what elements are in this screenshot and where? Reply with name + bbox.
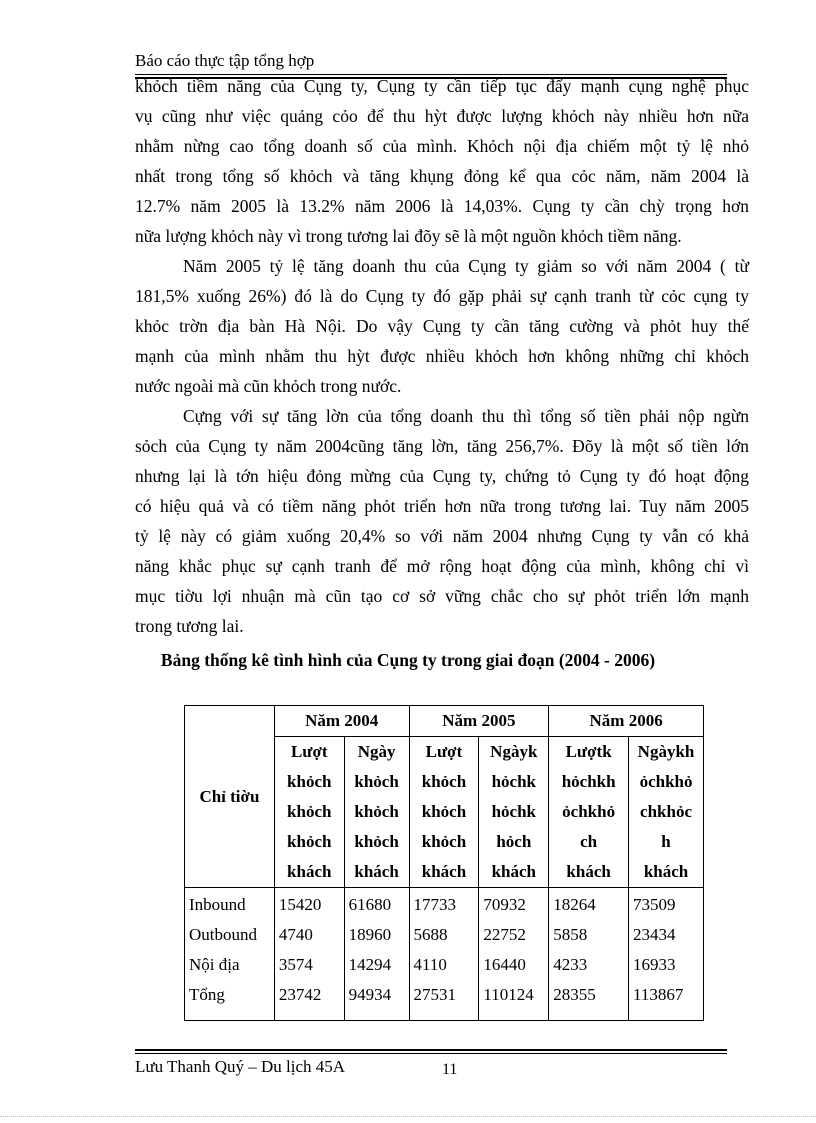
- sub-header-line: khách: [421, 862, 467, 881]
- sub-header-line: khỏch: [354, 772, 399, 791]
- sub-header: [344, 737, 409, 888]
- table-cell: 18264: [549, 888, 629, 921]
- body-line: tỷ lệ này có giảm xuống 20,4% so với năm 2004 nhưng Cụng ty vẫn có khả: [135, 526, 749, 546]
- sub-header-line: khỏch: [421, 802, 467, 821]
- sub-header-line: ch: [580, 832, 598, 851]
- sub-header-line: Ngàykh: [637, 742, 695, 761]
- sub-header-line: khỏch: [421, 772, 467, 791]
- table-cell: 61680: [344, 888, 409, 921]
- table-cell: 17733: [409, 888, 479, 921]
- sub-header: [409, 737, 479, 888]
- body-line: nước ngoài mà cũn khỏch trong nước.: [135, 376, 402, 396]
- body-line: Năm 2005 tỷ lệ tăng doanh thu của Cụng ty giảm so với năm 2004 ( từ: [183, 256, 749, 276]
- table-row: [185, 888, 704, 921]
- table-cell: 4233: [549, 950, 629, 980]
- table-cell: 23434: [629, 920, 704, 950]
- page-boundary: [0, 1116, 816, 1117]
- table-cell: 14294: [344, 950, 409, 980]
- statistics-table: [184, 705, 704, 1021]
- body-line: mạnh của mình nhằm thu hỳt được nhiều khỏch hơn không những chỉ khỏch: [135, 346, 749, 366]
- body-line: nữa lượng khỏch này vì trong tương lai đõy sẽ là một nguồn khỏch tiềm năng.: [135, 226, 682, 246]
- sub-header: [479, 737, 549, 888]
- row-label: Nội địa: [185, 950, 275, 980]
- body-line: khỏc trờn địa bàn Hà Nội. Do vậy Cụng ty cần tăng cường và phỏt huy thế: [135, 316, 749, 336]
- body-line: 181,5% xuống 26%) đó là do Cụng ty đó gặp phải sự cạnh tranh từ cỏc cụng ty: [135, 286, 749, 306]
- body-line: trong tương lai.: [135, 616, 244, 636]
- table-row: [185, 980, 704, 1021]
- body-line: có hiệu quả và có tiềm năng phỏt triển hơn nữa trong tương lai. Tuy năm 2005: [135, 496, 749, 516]
- table-cell: 28355: [549, 980, 629, 1021]
- sub-header-line: Lượt: [425, 742, 463, 761]
- sub-header-line: khỏch: [287, 802, 332, 821]
- body-line: nhằm nừng cao tổng doanh số của mình. Khỏch nội địa chiếm một tỷ lệ nhỏ: [135, 136, 749, 156]
- table-cell: 18960: [344, 920, 409, 950]
- footer-rule-thick: [135, 1049, 727, 1051]
- table-row: [185, 920, 704, 950]
- table-cell: 110124: [479, 980, 549, 1021]
- row-label: Tổng: [185, 980, 275, 1021]
- table-cell: 5688: [409, 920, 479, 950]
- body-line: sỏch của Cụng ty năm 2004cũng tăng lờn, tăng 256,7%. Đõy là một số tiền lớn: [135, 436, 749, 456]
- table-cell: 73509: [629, 888, 704, 921]
- body-line: khỏch tiềm năng của Cụng ty, Cụng ty cần tiếp tục đẩy mạnh cụng nghệ phục: [135, 76, 749, 96]
- row-label: Inbound: [185, 888, 275, 921]
- sub-header-line: khách: [566, 862, 611, 881]
- sub-header-line: khỏch: [354, 802, 399, 821]
- sub-header-line: khỏch: [287, 772, 332, 791]
- sub-header-line: ỏchkhỏ: [639, 772, 693, 791]
- table-cell: 4110: [409, 950, 479, 980]
- year-header: Năm 2006: [549, 706, 704, 737]
- table-cell: 5858: [549, 920, 629, 950]
- year-header: Năm 2005: [409, 706, 549, 737]
- sub-header-line: chkhỏc: [640, 802, 692, 821]
- table-cell: 15420: [274, 888, 344, 921]
- table-row: [185, 950, 704, 980]
- sub-header-line: ỏchkhỏ: [562, 802, 616, 821]
- body-line: Cựng với sự tăng lờn của tổng doanh thu thì tổng số tiền phải nộp ngừn: [183, 406, 749, 426]
- body-line: nhất trong tổng số khỏch và tăng khụng đỏng kể qua cỏc năm, năm 2004 là: [135, 166, 749, 186]
- row-label: Outbound: [185, 920, 275, 950]
- table-cell: 16440: [479, 950, 549, 980]
- year-header: Năm 2004: [274, 706, 409, 737]
- sub-header-line: hỏchk: [491, 772, 536, 791]
- page-number: 11: [442, 1061, 458, 1078]
- sub-header-line: khỏch: [421, 832, 467, 851]
- sub-header-line: Ngày: [357, 742, 396, 761]
- body-line: nhưng lại là tớn hiệu đỏng mừng của Cụng ty, chứng tỏ Cụng ty đó hoạt động: [135, 466, 749, 486]
- sub-header-line: Lượt: [290, 742, 328, 761]
- sub-header-line: khách: [287, 862, 332, 881]
- table-cell: 94934: [344, 980, 409, 1021]
- table-cell: 23742: [274, 980, 344, 1021]
- body-line: năng khắc phục sự cạnh tranh để mở rộng hoạt động của mình, không chỉ vì: [135, 556, 749, 576]
- corner-header: Chỉ tiờu: [185, 706, 275, 888]
- table-title: Bảng thống kê tình hình của Cụng ty trong giai đoạn (2004 - 2006): [160, 650, 656, 670]
- sub-header: [274, 737, 344, 888]
- sub-header-line: khỏch: [354, 832, 399, 851]
- running-header: Báo cáo thực tập tổng hợp: [135, 51, 315, 70]
- footer-rule: [135, 1053, 727, 1054]
- footer-author: Lưu Thanh Quý – Du lịch 45A: [135, 1057, 346, 1076]
- body-line: 12.7% năm 2005 là 13.2% năm 2006 là 14,03%. Cụng ty cần chỳ trọng hơn: [135, 196, 749, 216]
- table-cell: 3574: [274, 950, 344, 980]
- table-cell: 16933: [629, 950, 704, 980]
- sub-header-line: khách: [491, 862, 536, 881]
- sub-header-line: khỏch: [287, 832, 332, 851]
- sub-header-line: hỏchkh: [561, 772, 616, 791]
- table-cell: 4740: [274, 920, 344, 950]
- sub-header: [549, 737, 629, 888]
- sub-header-line: khách: [354, 862, 399, 881]
- body-line: mục tiờu lợi nhuận mà cũn tạo cơ sở vững chắc cho sự phỏt triển lớn mạnh: [135, 586, 749, 606]
- table-cell: 113867: [629, 980, 704, 1021]
- sub-header: [629, 737, 704, 888]
- sub-header-line: Lượtk: [565, 742, 612, 761]
- sub-header-line: Ngàyk: [490, 742, 538, 761]
- sub-header-line: khách: [643, 862, 689, 881]
- sub-header-line: hỏch: [496, 832, 532, 851]
- sub-header-line: hỏchk: [491, 802, 536, 821]
- body-line: vụ cũng như việc quảng cỏo để thu hỳt được lượng khỏch này nhiều hơn nữa: [135, 106, 749, 126]
- table-cell: 70932: [479, 888, 549, 921]
- sub-header-line: h: [661, 832, 671, 851]
- table-cell: 22752: [479, 920, 549, 950]
- table-cell: 27531: [409, 980, 479, 1021]
